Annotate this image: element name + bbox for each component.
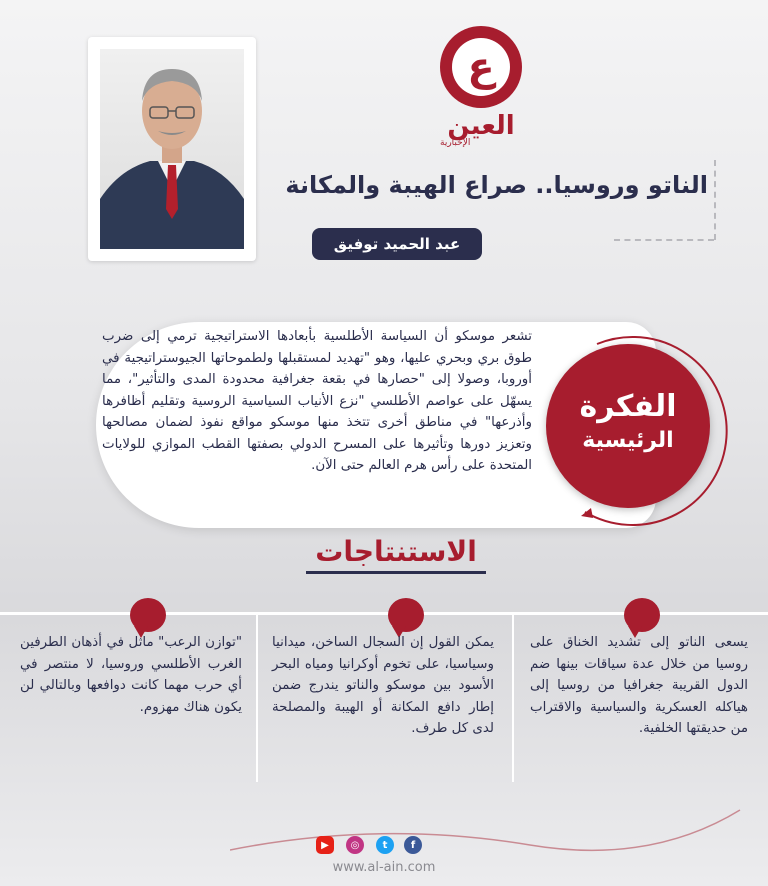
instagram-icon[interactable]: ◎ (346, 836, 364, 854)
conclusion-item-1: يسعى الناتو إلى تشديد الخناق على روسيا من خلال عدة سياقات بينها ضم الدول القريبة جغرافيا من روسيا إلى هياكله العسكرية والسياسية والاقتراب من حديقتها الخلفية. (530, 635, 748, 736)
main-idea-text: تشعر موسكو أن السياسة الأطلسية بأبعادها الاستراتيجية ترمي إلى ضرب طوق بري وبحري عليها، وهو "تهديد لمستقبلها ولطموحاتها الجيوستراتيجية في أوروبا، وصولا إلى "حصارها في بقعة جغرافية محدودة المدى والتأثير"، مما يسهّل على عواصم الأطلسي "نزع الأنياب السياسية الروسية وتقليم أظافرها وأذرعها" في مناطق أخرى تتخذ منها موسكو مواقع نفوذ لضمان مصالحها وتعزيز دورها وتأثيرها على المسرح الدولي بصفتها القطب الموازي للولايات المتحدة على رأس هرم العالم حتى الآن. (102, 329, 532, 473)
column-divider-right (512, 612, 514, 782)
title-dashed-underline (614, 239, 714, 241)
main-idea-label-line1: الفكرة (579, 389, 677, 424)
conclusions-title: الاستنتاجات (315, 535, 477, 568)
author-photo (100, 49, 244, 249)
brand-name: العين (447, 111, 515, 141)
main-idea-circle (546, 344, 710, 508)
title-dashed-divider (714, 160, 716, 240)
article-title: الناتو وروسيا.. صراع الهيبة والمكانة (285, 171, 708, 199)
youtube-icon[interactable]: ▶ (316, 836, 334, 854)
brand-logo-letter: ع (452, 38, 510, 96)
website-link[interactable]: www.al-ain.com (332, 860, 436, 875)
author-badge: عبد الحميد توفيق (312, 228, 482, 260)
conclusions-underline (306, 571, 486, 574)
author-photo-frame (88, 37, 256, 261)
column-divider-left (256, 612, 258, 782)
brand-logo (440, 26, 522, 108)
main-idea-label-line2: الرئيسية (582, 428, 674, 453)
conclusion-item-3: "توازن الرعب" ماثل في أذهان الطرفين الغرب الأطلسي وروسيا، لا منتصر في أي حرب مهما كانت دوافعها وبالتالي لن يكون هناك مهزوم. (20, 635, 242, 715)
facebook-icon[interactable]: f (404, 836, 422, 854)
conclusion-item-2: يمكن القول إن السجال الساخن، ميدانيا وسياسيا، على تخوم أوكرانيا ومياه البحر الأسود بين موسكو والناتو يندرج ضمن إطار دافع المكانة أو الهيبة والمصلحة لدى كل طرف. (272, 635, 494, 736)
twitter-icon[interactable]: t (376, 836, 394, 854)
brand-sub: الإخبارية (440, 138, 471, 148)
